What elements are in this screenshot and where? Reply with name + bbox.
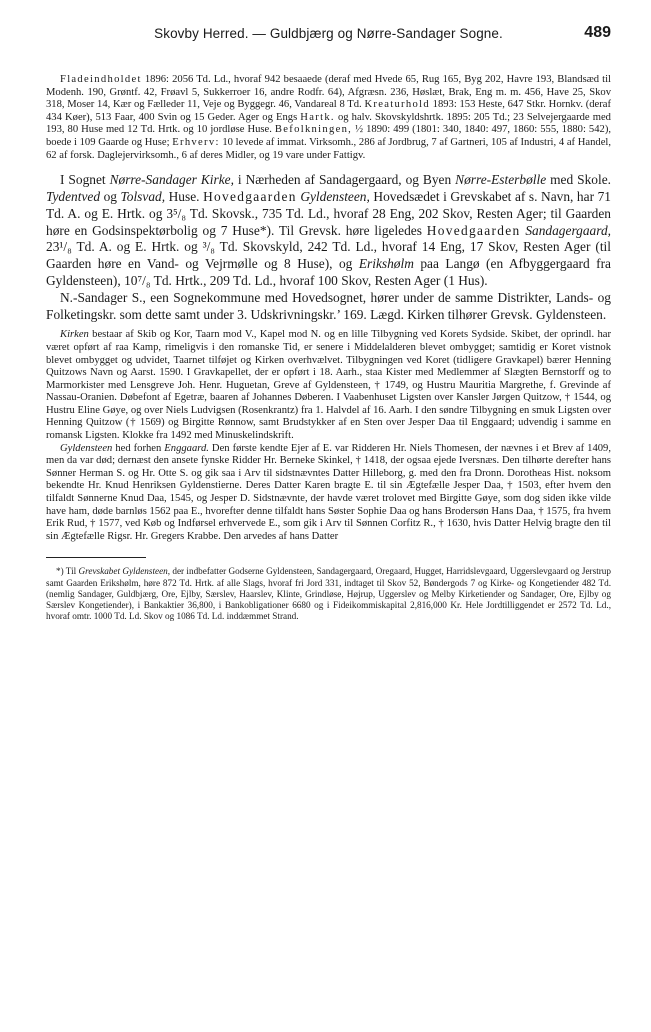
manor-history-paragraph: [46, 443, 611, 544]
population-text: ½ 1890: 499 (1801: 340, 1840: 497, 1860: 555, 1880: 542), boede i 109 Gaarde og Huse;: [46, 124, 611, 148]
manor-name: Gyldensteen,: [300, 188, 370, 204]
text-run: Den første kendte Ejer af E. var Ridderen Hr. Niels Thomesen, der nævnes i et Brev af 1409, men da var død; dernæst den ansete fynske Ridder Hr. Berneke Skinkel, † 1418, der ogsaa ejede Iversnæs. Den tilhørte derefter hans Sønner Herman S. og Hr. Otte S. og gik saa i Arv til sidstnævntes Datter Hilleborg, g. med den fra Dronn. Dorotheas Hist. noksom bekendte Hr. Knud Henriksen Gyldenstierne. Deres Datter Karen bragte E. til sin Ægtefælle Jesper Daa, † 1503, efter hvem den tilfaldt Sønnerne Knud Daa, 1545, og Jesper D. Sidstnævnte, der havde været trolovet med Birgitte Gøye, som dog siden ikke vilde have ham, døde barnløs 1562 paa E., hvorefter denne tilfaldt hans Søster Sophie Daa og hans Brodersøn Hans Daa, † 1575, fra hvem Erik Rud, † 1577, ved Køb og Indførsel erhvervede E., som gik i Arv til Sønnen Corfitz R., † 1630, hvis Datter Helvig bragte den til sin Ægtefælle Rigsr. Hr. Gregers Krabbe. Den arvedes af hans Datter: [46, 442, 611, 542]
manor-heading: Gyldensteen: [60, 442, 113, 454]
text-run: bestaar af Skib og Kor, Taarn mod V., Kapel mod N. og en lille Tilbygning ved Korets Sydside. Skibet, der oprindl. har været opført af raa Kamp, rimeligvis i den romanske Tid, er senere i Middelalderen blevet ombygget; samtidig er Koret vistnok blevet ombygget og udvidet, Taarnet tilføjet og Kirken overhvælvet. Tilbygningen ved Koret (tidligere Gravkapel) bærer Henning Quitzows Navn og Aarst. 1590. I Gravkapellet, der er opført i 18. Aarh., staa Kister med Medlemmer af Slægten Bernstorff og to Marmorkister med Lensgreve Joh. Henr. Huguetan, Greve af Gyldensteen, † 1749, og Hustru Mauritia Margrethe, f. Grevinde af Nassau-Oranien. Døbefont af Egetræ, baaren af Johannes Døberen. I Vaabenhuset Ligsten over Kansler Jørgen Quitzow, † 1544, og Hustru Eline Gøye, og over Niels Ludvigsen (Rosenkrantz) fra 1. Halvdel af 16. Aarh. I den søndre Tilbygning en smuk Ligsten over Henning Quitzow († 1569) og Birgitte Rønnow, samt Brudstykker af en Sten over Jesper Daa til Enggaard; udvendig i samme en romansk Ligsten. Klokke fra 1492 med Minuskelindskrift.: [46, 329, 611, 442]
area-text: 1896: 2056 Td. Ld., hvoraf 942 besaaede (deraf med Hvede 65, Rug 165, Byg 202, Havre 193, Blandsæd til Modenh. 190, Grøntf. 42, Frøavl 5, Sukkerroer 16, andre Rodfr. 64), Afgræsn. 236, Høslæt, Brak, Eng m. m. 456, Have 25, Skov 318, Moser 14, Kær og Fælleder 11, Veje og Byggegr. 46, Vandareal 8 Td.: [46, 74, 611, 111]
text-run: I Sognet: [60, 172, 110, 188]
footnote-title: Grevskabet Gyldensteen,: [78, 566, 171, 577]
text-run: i Nærheden af Sandagergaard, og Byen: [233, 172, 456, 188]
page-header: [46, 26, 611, 54]
area-label: Fladeindholdet: [60, 74, 142, 85]
occupation-text: 10 levede af immat. Virksomh., 286 af Jordbrug, 7 af Gartneri, 105 af Industri, 4 af Handel, 62 af forsk. Daglejervirksomh., 6 af deres Midler, og 19 vare under Fattigv.: [46, 136, 611, 161]
text-run: Huse.: [165, 188, 204, 204]
page-number: 489: [584, 24, 611, 41]
population-label: Befolkningen,: [274, 124, 353, 136]
footnote: [46, 566, 611, 622]
text-run: og: [100, 188, 121, 204]
church-paragraph: [46, 329, 611, 442]
footnote-divider: [46, 557, 146, 558]
farm-name: Erikshølm: [358, 256, 414, 272]
footnote-text: der indbefatter Godserne Gyldensteen, Sandagergaard, Oregaard, Hugget, Harridslevgaard, Uggerslevgaard og Jerstrup samt Gaarden Erikshølm, høre 872 Td. Hrtk. af alle Slags, hvoraf fri Jord 331, indtaget til Skov 52, Bøndergods 7 og Kirke- og Kongetiender 482 Td. (nemlig Sandager, Guldbjærg, Ore, Ejlby, Særslev, Haarslev, Klinte, Grindløse, Højrup, Uggerslev og Melby Kirketiender og Sandager, Ore, Ejlby og Særslev Kongetiender), i Bankaktier 36,800, i Bankobligationer 6680 og i Fideikommiskapital 2,816,000 Kr. Hele Jordtilliggendet er 2572 Td. Ld., hvoraf omtr. 1000 Td. Ld. Skov og 1086 Td. Ld. inddæmmet Strand.: [46, 566, 611, 622]
parish-paragraph: [46, 172, 611, 290]
village-name: Nørre-Esterbølle: [455, 172, 547, 188]
footnote-mark: *) Til: [56, 566, 79, 577]
text-run: Hovedsædet i Grevskabet af s. Navn, har 71 Td. A. og E. Hrtk. og 3⁵/₈ Td. Skovsk., 735 Td. Ld., hvoraf 28 Eng, 202 Skov, Resten Ager; til Gaarden høre en Godsinspektørbolig og 7 Huse*). Til Grevsk. høre ligeledes: [46, 188, 611, 238]
church-name: Nørre-Sandager Kirke,: [109, 172, 234, 188]
manor-label: Hovedgaarden: [426, 222, 521, 238]
running-head: Skovby Herred. — Guldbjærg og Nørre-Sandager Sogne.: [154, 26, 503, 41]
place-name: Tolsvad,: [120, 188, 166, 204]
text-run: med Skole.: [546, 172, 611, 188]
manor-name: Sandagergaard,: [525, 222, 611, 238]
place-name: Tydentved: [46, 188, 101, 204]
occupation-label: Erhverv:: [172, 136, 220, 148]
statistics-paragraph: [46, 74, 611, 162]
text-run: hed forhen: [112, 442, 165, 454]
former-name: Enggaard.: [164, 442, 209, 454]
district-paragraph: N.-Sandager S., een Sognekommune med Hovedsognet, hører under de samme Distrikter, Lands- og Folketingskr. som dette samt under 3. Udskrivningskr.’ 169. Lægd. Kirken tilhører Grevsk. Gyldensteen.: [46, 289, 611, 322]
church-heading: Kirken: [60, 329, 89, 341]
manor-label: Hovedgaarden: [203, 188, 297, 204]
hartkorn-label: Hartk.: [300, 111, 335, 123]
text-run: 23¹/₈ Td. A. og E. Hrtk. og ³/₈ Td. Skovskyld, 242 Td. Ld., hvoraf 14 Eng, 17 Skov, Resten Ager (til Gaarden høre en Vand- og Vejrmølle og 8 Huse), og: [46, 239, 611, 272]
livestock-text: 1893: 153 Heste, 647 Stkr. Hornkv. (deraf 434 Køer), 513 Faar, 400 Svin og 15 Geder. Ager og Engs: [46, 99, 611, 123]
livestock-label: Kreaturhold: [364, 99, 430, 111]
text-run: paa Langø (en Afbyggergaard fra Gyldensteen), 10⁷/₈ Td. Hrtk., 209 Td. Ld., hvoraf 100 Skov, Resten Ager (1 Hus).: [46, 256, 611, 288]
hartkorn-text: og halv. Skovskyldshrtk. 1895: 205 Td.; 23 Selvejergaarde med 193, 80 Huse med 12 Td. Hrtk. og 10 jordløse Huse.: [46, 111, 611, 136]
